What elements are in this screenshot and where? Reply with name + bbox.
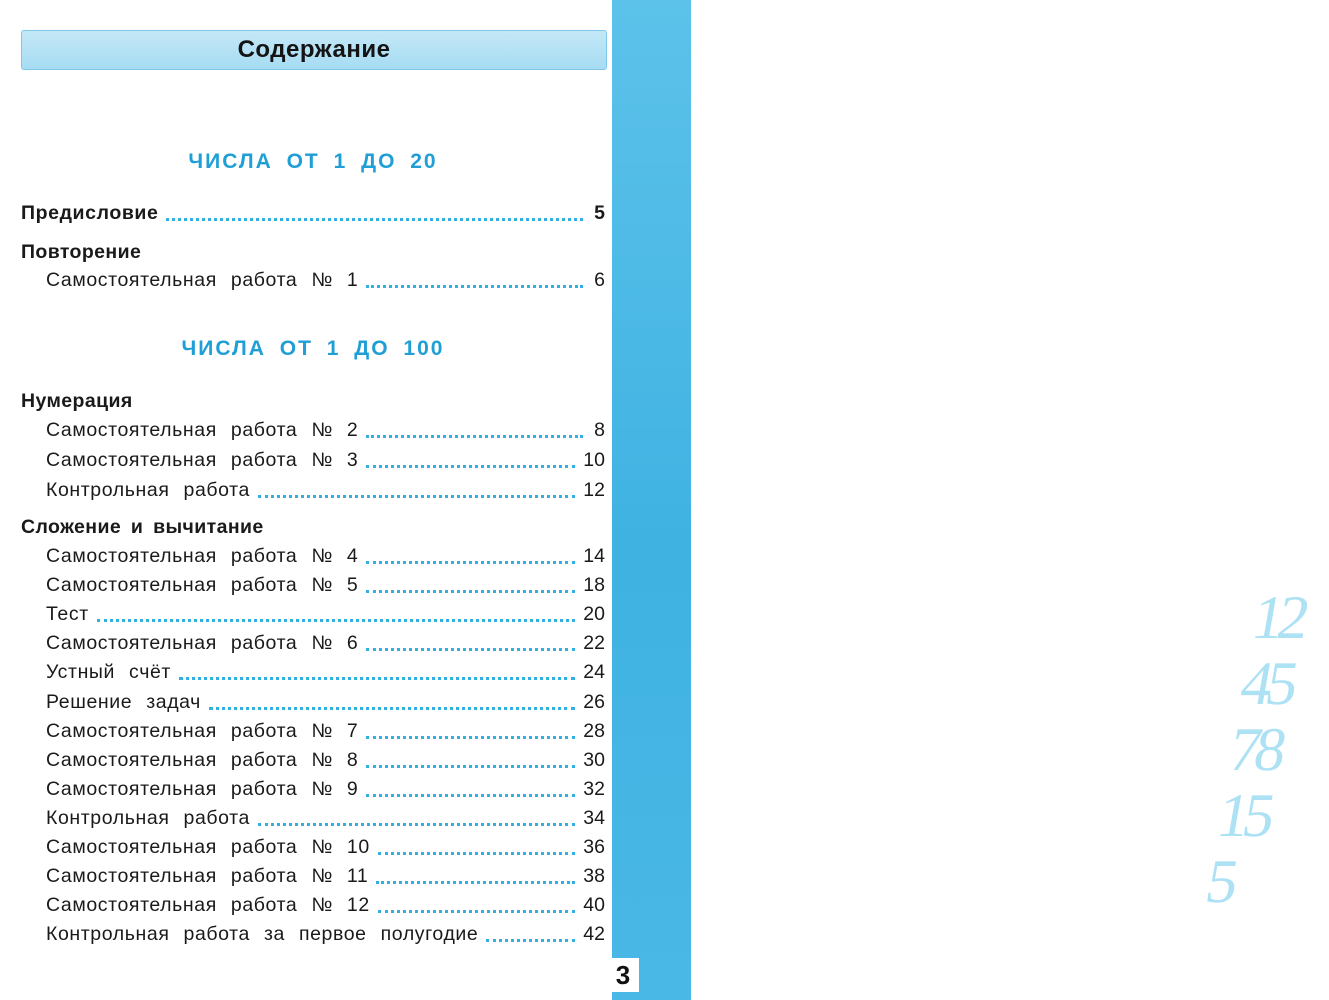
toc-entry-label: Самостоятельная работа № 5 [46, 574, 359, 596]
toc-entry-page: 5 [594, 202, 605, 224]
toc-entry-page: 42 [583, 923, 605, 945]
toc-entry-page: 30 [583, 749, 605, 771]
decorative-side-band [612, 0, 1310, 1000]
toc-entry-label: Контрольная работа [46, 479, 250, 501]
toc-entry-label: Контрольная работа [46, 807, 250, 829]
dot-leader [366, 736, 575, 739]
toc-entry[interactable] [46, 541, 605, 571]
toc-entry-label: Самостоятельная работа № 8 [46, 749, 359, 771]
page-title: Содержание [237, 36, 391, 63]
toc-entry[interactable] [46, 832, 605, 862]
toc-entry[interactable] [46, 445, 605, 475]
toc-entry-page: 38 [583, 865, 605, 887]
toc-entry[interactable] [46, 415, 605, 445]
toc-entry[interactable] [46, 475, 605, 505]
page-number: 3 [607, 958, 639, 992]
toc-entry-label: Самостоятельная работа № 7 [46, 720, 359, 742]
toc-entry[interactable] [46, 599, 605, 629]
toc-entry-page: 32 [583, 778, 605, 800]
toc-entry-page: 14 [583, 545, 605, 567]
section-heading-1-20: ЧИСЛА ОТ 1 ДО 20 [188, 150, 438, 173]
toc-entry-page: 40 [583, 894, 605, 916]
dot-leader [366, 794, 575, 797]
toc-entry-page: 34 [583, 807, 605, 829]
toc-entry-label: Самостоятельная работа № 3 [46, 449, 359, 471]
toc-entry[interactable] [46, 570, 605, 600]
toc-entry[interactable] [46, 774, 605, 804]
dot-leader [258, 823, 575, 826]
toc-entry-label: Самостоятельная работа № 9 [46, 778, 359, 800]
dot-leader [376, 881, 575, 884]
toc-entry-label: Самостоятельная работа № 2 [46, 419, 359, 441]
top-margin [0, 0, 612, 20]
toc-entry[interactable] [46, 687, 605, 717]
toc-entry-label: Самостоятельная работа № 4 [46, 545, 359, 567]
toc-entry-page: 28 [583, 720, 605, 742]
dot-leader [366, 435, 583, 438]
toc-entry[interactable] [46, 745, 605, 775]
toc-entry-label: Контрольная работа за первое полугодие [46, 923, 479, 945]
toc-entry-label: Тест [46, 603, 89, 625]
toc-entry-page: 22 [583, 632, 605, 654]
toc-entry-label: Самостоятельная работа № 6 [46, 632, 359, 654]
toc-entry[interactable] [46, 628, 605, 658]
toc-group-addition-subtraction: Сложение и вычитание [21, 516, 264, 538]
dot-leader [366, 590, 575, 593]
toc-entry-page: 24 [583, 661, 605, 683]
toc-entry-page: 20 [583, 603, 605, 625]
dot-leader [366, 465, 575, 468]
dot-leader [366, 285, 583, 288]
dot-leader [366, 561, 575, 564]
toc-entry-page: 10 [583, 449, 605, 471]
toc-group-repeat: Повторение [21, 241, 142, 263]
toc-entry-page: 18 [583, 574, 605, 596]
dot-leader [486, 939, 575, 942]
contents-header-bar [21, 30, 607, 70]
dot-leader [179, 677, 575, 680]
toc-entry-label: Самостоятельная работа № 11 [46, 865, 369, 887]
toc-entry-label: Предисловие [21, 202, 159, 224]
toc-entry[interactable] [46, 716, 605, 746]
toc-entry[interactable] [46, 861, 605, 891]
toc-entry[interactable] [46, 890, 605, 920]
toc-entry-label: Самостоятельная работа № 12 [46, 894, 370, 916]
toc-entry-page: 12 [583, 479, 605, 501]
dot-leader [366, 648, 575, 651]
toc-entry-label: Самостоятельная работа № 1 [46, 269, 359, 291]
toc-entry-label: Самостоятельная работа № 10 [46, 836, 370, 858]
toc-entry-page: 6 [594, 269, 605, 291]
dot-leader [97, 619, 576, 622]
toc-entry-page: 8 [594, 419, 605, 441]
dot-leader [378, 852, 576, 855]
toc-group-numeration: Нумерация [21, 390, 133, 412]
dot-leader [209, 707, 575, 710]
toc-entry[interactable] [46, 803, 605, 833]
toc-entry-label: Решение задач [46, 691, 201, 713]
section-heading-1-100: ЧИСЛА ОТ 1 ДО 100 [181, 337, 445, 360]
toc-entry-page: 36 [583, 836, 605, 858]
toc-entry[interactable] [46, 657, 605, 687]
toc-entry-label: Устный счёт [46, 661, 171, 683]
dot-leader [166, 218, 583, 221]
dot-leader [378, 910, 576, 913]
dot-leader [258, 495, 575, 498]
toc-entry[interactable] [46, 919, 605, 949]
decorative-digits: 12 45 78 15 5 [1200, 584, 1310, 916]
toc-entry[interactable] [46, 265, 605, 295]
toc-entry-page: 26 [583, 691, 605, 713]
toc-entry-preface[interactable] [21, 198, 605, 228]
dot-leader [366, 765, 575, 768]
